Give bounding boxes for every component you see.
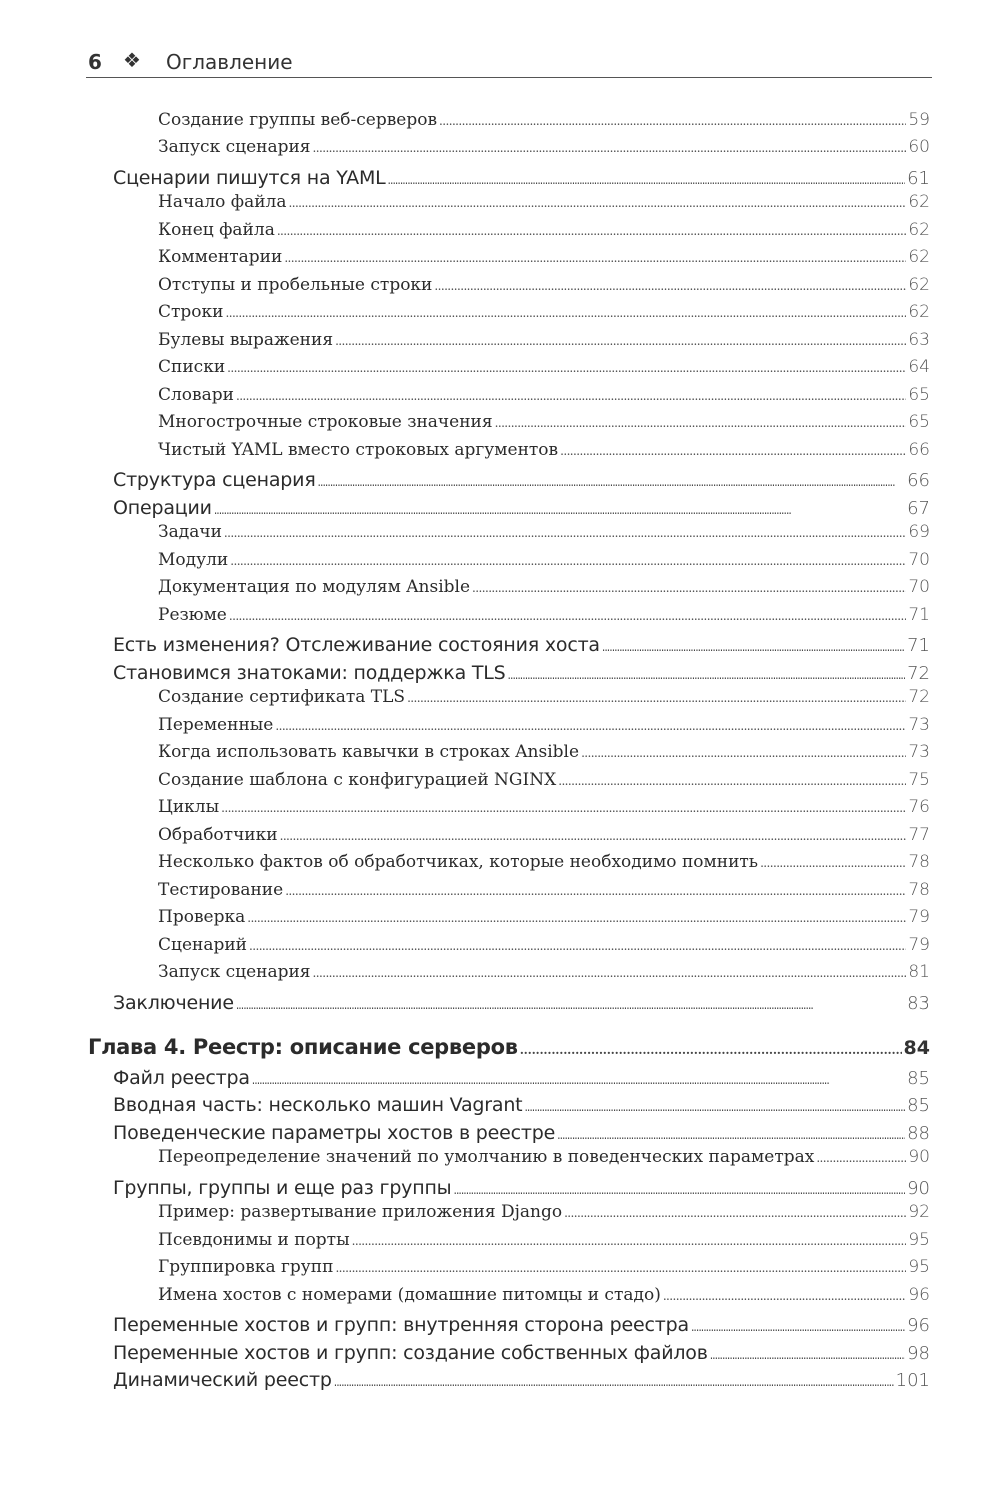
dot-leader [252, 1065, 905, 1089]
toc-entry [158, 357, 930, 377]
toc-entry-page: 101 [895, 1370, 930, 1391]
toc-entry-title: Строки [158, 302, 224, 322]
toc-entry-page: 78 [908, 852, 930, 872]
toc-entry-page: 66 [908, 440, 930, 460]
toc-entry [113, 1120, 930, 1144]
toc-entry-title: Многострочные строковые значения [158, 412, 493, 432]
toc-entry [113, 467, 930, 491]
dot-leader [221, 797, 906, 817]
dot-leader [564, 1202, 906, 1222]
toc-entry-page: 62 [908, 302, 930, 322]
toc-entry-title: Переопределение значений по умолчанию в поведенческих параметрах [158, 1147, 815, 1167]
toc-entry [158, 742, 930, 762]
toc-entry-title: Создание группы веб-серверов [158, 110, 438, 130]
toc-entry-page: 61 [907, 168, 930, 189]
toc-entry-page: 83 [907, 993, 930, 1014]
toc-entry-title: Переменные [158, 715, 274, 735]
toc-entry [158, 907, 930, 927]
toc-entry-title: Документация по модулям Ansible [158, 577, 471, 597]
toc-entry-page: 59 [908, 110, 930, 130]
toc-entry-title: Запуск сценария [158, 137, 311, 157]
toc-entry-title: Отступы и пробельные строки [158, 275, 433, 295]
toc-entry [158, 962, 930, 982]
dot-leader [318, 467, 906, 491]
toc-entry-page: 84 [903, 1037, 930, 1059]
dot-leader [602, 632, 905, 656]
toc-entry-page: 96 [907, 1315, 930, 1336]
dot-leader [710, 1340, 905, 1364]
dot-leader [335, 1257, 906, 1277]
toc-entry-title: Имена хостов с номерами (домашние питомцы и стадо) [158, 1285, 661, 1305]
dot-leader [434, 275, 906, 295]
toc-entry-page: 95 [908, 1230, 930, 1250]
toc-entry-page: 72 [908, 687, 930, 707]
toc-entry-title: Сценарии пишутся на YAML [113, 167, 386, 189]
toc-entry-title: Заключение [113, 992, 234, 1014]
toc-entry-page: 72 [907, 663, 930, 684]
toc-entry [113, 990, 930, 1014]
toc-entry [158, 330, 930, 350]
dot-leader [388, 165, 906, 189]
toc-entry-page: 71 [908, 605, 930, 625]
dot-leader [472, 577, 906, 597]
toc-entry [158, 1230, 930, 1250]
toc-entry-title: Структура сценария [113, 469, 316, 491]
toc-entry-page: 85 [907, 1068, 930, 1089]
toc-entry [158, 1202, 930, 1222]
toc-entry-page: 63 [908, 330, 930, 350]
dot-leader [407, 687, 906, 707]
toc-entry [158, 440, 930, 460]
toc-entry-title: Начало файла [158, 192, 287, 212]
dot-leader [439, 110, 906, 130]
toc-entry-title: Циклы [158, 797, 220, 817]
toc-entry [113, 632, 930, 656]
toc-entry [158, 522, 930, 542]
dot-leader [495, 412, 907, 432]
toc-entry-title: Проверка [158, 907, 246, 927]
toc-entry [158, 550, 930, 570]
toc-entry [158, 577, 930, 597]
toc-entry [158, 825, 930, 845]
dot-leader [520, 1035, 902, 1059]
toc-entry [158, 797, 930, 817]
dot-leader [560, 440, 906, 460]
dot-leader [288, 192, 906, 212]
toc-entry [158, 770, 930, 790]
dot-leader [280, 825, 907, 845]
toc-entry-title: Переменные хостов и групп: создание собственных файлов [113, 1342, 708, 1364]
toc-entry [158, 192, 930, 212]
header-rule [86, 77, 932, 78]
toc-entry-title: Группы, группы и еще раз группы [113, 1177, 452, 1199]
toc-entry-page: 60 [908, 137, 930, 157]
toc-entry [158, 247, 930, 267]
dot-leader [557, 1120, 905, 1144]
toc-entry [113, 165, 930, 189]
dot-leader [313, 962, 907, 982]
toc-entry [113, 1312, 930, 1336]
toc-entry-page: 81 [908, 962, 930, 982]
toc-entry-page: 73 [908, 742, 930, 762]
toc-entry [158, 412, 930, 432]
toc-entry-title: Тестирование [158, 880, 284, 900]
toc-entry-page: 90 [907, 1178, 930, 1199]
toc-entry-title: Запуск сценария [158, 962, 311, 982]
toc-entry [158, 1257, 930, 1277]
dot-leader [524, 1092, 905, 1116]
toc-entry-title: Чистый YAML вместо строковых аргументов [158, 440, 559, 460]
dot-leader [275, 715, 906, 735]
toc-entry-page: 85 [907, 1095, 930, 1116]
ornament-icon: ❖ [123, 48, 141, 72]
dot-leader [334, 1367, 894, 1391]
toc-entry-page: 62 [908, 192, 930, 212]
toc-entry-page: 71 [907, 635, 930, 656]
toc-entry-title: Псевдонимы и порты [158, 1230, 350, 1250]
toc-entry-page: 95 [908, 1257, 930, 1277]
toc-entry [113, 1175, 930, 1199]
toc-entry-title: Вводная часть: несколько машин Vagrant [113, 1094, 523, 1116]
dot-leader [227, 357, 906, 377]
toc-entry [158, 935, 930, 955]
toc-entry-title: Конец файла [158, 220, 275, 240]
dot-leader [558, 770, 906, 790]
page-number: 6 [88, 50, 102, 74]
toc-entry [113, 495, 930, 519]
toc-entry-page: 88 [907, 1123, 930, 1144]
section-title: Оглавление [166, 50, 293, 74]
toc-entry-page: 67 [907, 498, 930, 519]
toc-entry-page: 75 [908, 770, 930, 790]
toc-entry-page: 73 [908, 715, 930, 735]
toc-entry [158, 385, 930, 405]
toc-entry-title: Комментарии [158, 247, 283, 267]
toc-entry [158, 1285, 930, 1305]
toc-entry-page: 65 [908, 412, 930, 432]
toc-entry-page: 77 [908, 825, 930, 845]
dot-leader [760, 852, 906, 872]
toc-entry-title: Создание сертификата TLS [158, 687, 406, 707]
dot-leader [352, 1230, 907, 1250]
toc-entry [158, 302, 930, 322]
toc-entry [113, 1340, 930, 1364]
toc-entry-page: 78 [908, 880, 930, 900]
toc-entry-page: 62 [908, 247, 930, 267]
dot-leader [691, 1312, 905, 1336]
toc-entry-page: 92 [908, 1202, 930, 1222]
toc-entry-title: Обработчики [158, 825, 278, 845]
toc-entry-title: Группировка групп [158, 1257, 334, 1277]
toc-entry-page: 98 [907, 1343, 930, 1364]
toc-entry-title: Сценарий [158, 935, 248, 955]
dot-leader [230, 550, 906, 570]
toc-entry [158, 1147, 930, 1167]
toc-entry-title: Переменные хостов и групп: внутренняя сторона реестра [113, 1314, 689, 1336]
toc-entry-title: Есть изменения? Отслеживание состояния хоста [113, 634, 600, 656]
toc-entry [158, 605, 930, 625]
toc-entry [158, 110, 930, 130]
toc-entry-title: Динамический реестр [113, 1369, 332, 1391]
toc-entry-page: 62 [908, 275, 930, 295]
toc-entry [158, 852, 930, 872]
dot-leader [226, 302, 907, 322]
toc-entry-title: Когда использовать кавычки в строках Ansible [158, 742, 580, 762]
dot-leader [249, 935, 906, 955]
toc-entry-page: 64 [908, 357, 930, 377]
toc-entry-page: 96 [908, 1285, 930, 1305]
toc-entry-page: 69 [908, 522, 930, 542]
toc-entry-title: Становимся знатоками: поддержка TLS [113, 662, 506, 684]
toc-entry [158, 715, 930, 735]
dot-leader [229, 605, 907, 625]
toc-entry-title: Словари [158, 385, 234, 405]
toc-entry [158, 880, 930, 900]
dot-leader [247, 907, 906, 927]
toc-entry [158, 275, 930, 295]
dot-leader [508, 660, 906, 684]
dot-leader [313, 137, 907, 157]
toc-entry [158, 220, 930, 240]
toc-entry-title: Поведенческие параметры хостов в реестре [113, 1122, 556, 1144]
dot-leader [335, 330, 906, 350]
toc-entry-title: Создание шаблона с конфигурацией NGINX [158, 770, 557, 790]
toc-entry-title: Глава 4. Реестр: описание серверов [88, 1035, 518, 1059]
toc-entry-page: 79 [908, 907, 930, 927]
toc-entry-title: Модули [158, 550, 229, 570]
dot-leader [663, 1285, 907, 1305]
toc-entry-page: 65 [908, 385, 930, 405]
dot-leader [581, 742, 906, 762]
dot-leader [236, 990, 905, 1014]
dot-leader [816, 1147, 906, 1167]
dot-leader [284, 247, 906, 267]
toc-entry-page: 70 [908, 577, 930, 597]
toc-entry [113, 1092, 930, 1116]
toc-entry-title: Булевы выражения [158, 330, 334, 350]
toc-entry-page: 70 [908, 550, 930, 570]
dot-leader [236, 385, 906, 405]
toc-entry-title: Резюме [158, 605, 227, 625]
toc-entry [158, 687, 930, 707]
dot-leader [224, 522, 906, 542]
dot-leader [277, 220, 907, 240]
toc-entry-title: Файл реестра [113, 1067, 250, 1089]
toc-entry-title: Списки [158, 357, 226, 377]
toc-entry-page: 66 [907, 470, 930, 491]
toc-entry-page: 62 [908, 220, 930, 240]
dot-leader [214, 495, 905, 519]
toc-entry [113, 660, 930, 684]
toc-chapter [88, 1035, 930, 1059]
toc-entry-page: 79 [908, 935, 930, 955]
toc-entry-title: Задачи [158, 522, 222, 542]
toc-entry-page: 76 [908, 797, 930, 817]
dot-leader [285, 880, 906, 900]
toc-entry [113, 1065, 930, 1089]
toc-entry-title: Пример: развертывание приложения Django [158, 1202, 563, 1222]
toc-entry-title: Несколько фактов об обработчиках, которые необходимо помнить [158, 852, 759, 872]
toc-entry-page: 90 [908, 1147, 930, 1167]
toc-entry [158, 137, 930, 157]
toc-entry-title: Операции [113, 497, 212, 519]
running-header [86, 46, 932, 78]
dot-leader [453, 1175, 905, 1199]
toc-entry [113, 1367, 930, 1391]
